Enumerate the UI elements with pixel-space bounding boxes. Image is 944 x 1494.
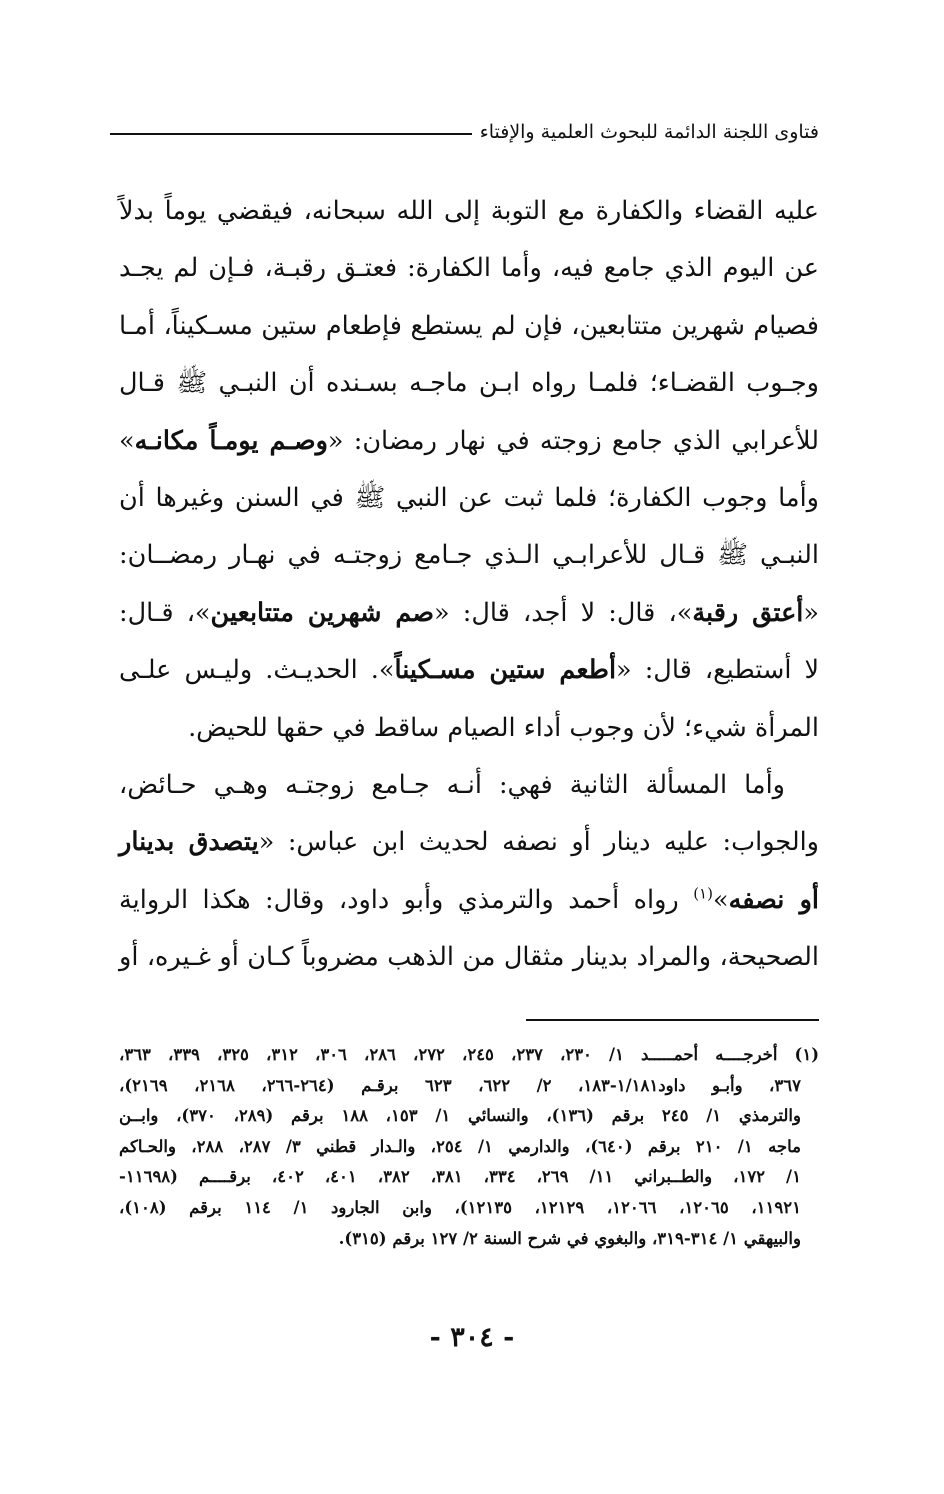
footnote-separator [526, 1019, 819, 1021]
hadith-quote: أطعم ستين مسـكيناً [394, 655, 617, 686]
footnote-line: ١/ ١٧٢، والطــبراني ١١/ ٢٦٩، ٣٣٤، ٣٨١، ٣٨٢، ٤٠١، ٤٠٢، برقــــم (١١٦٩٨- [119, 1167, 801, 1187]
text-line: عن اليوم الذي جامع فيه، وأما الكفارة: فعتـق رقبـة، فـإن لم يجـد [119, 253, 819, 284]
hadith-quote: أعتق رقبة [692, 597, 804, 628]
hadith-quote: أو نصفه [728, 884, 819, 915]
hadith-quote: يتصدق بدينار [119, 827, 259, 858]
footnotes [119, 1040, 819, 1254]
footnote-line: ٣٦٧، وأبـو داود١/١٨١-١٨٣، ٢/ ٦٢٢، ٦٢٣ برقـم (٢٦٤-٢٦٦، ٢١٦٨، ٢١٦٩)، [119, 1075, 801, 1095]
footnote-line: والبيهقي ١/ ٣١٤-٣١٩، والبغوي في شرح السنة ٢/ ١٢٧ برقم (٣١٥). [338, 1228, 801, 1248]
footnote-line: ماجه ١/ ٢١٠ برقم (٦٤٠)، والدارمي ١/ ٢٥٤، والـدار قطني ٣/ ٢٨٧، ٢٨٨، والحـاكم [119, 1136, 801, 1156]
text-line: عليه القضاء والكفارة مع التوبة إلى الله سبحانه، فيقضي يوماً بدلاً [119, 196, 819, 226]
running-header [110, 112, 819, 152]
main-text [119, 183, 819, 986]
footnote-marker: (١) [693, 884, 713, 903]
text-line: وأما وجوب الكفارة؛ فلما ثبت عن النبي ﷺ في السنن وغيرها أن [119, 482, 819, 513]
footnote-line: ١١٩٢١، ١٢٠٦٥، ١٢٠٦٦، ١٢١٢٩، ١٢١٣٥)، وابن الجارود ١/ ١١٤ برقم (١٠٨)، [119, 1197, 801, 1217]
text-line: المرأة شيء؛ لأن وجوب أداء الصيام ساقط في حقها للحيض. [188, 712, 819, 743]
text-line: لا أستطيع، قال: «أطعم ستين مسـكيناً». الحديـث. وليـس علـى [119, 655, 820, 686]
text-line: النبـي ﷺ قـال للأعرابـي الـذي جـامع زوجتـه في نهـار رمضــان: [119, 540, 819, 571]
footnote-line: والترمذي ١/ ٢٤٥ برقم (١٣٦)، والنسائي ١/ ١٥٣، ١٨٨ برقم (٢٨٩، ٣٧٠)، وابــن [119, 1106, 801, 1126]
hadith-quote: صم شهرين متتابعين [210, 597, 435, 628]
page-number: - ٣٠٤ - [429, 1322, 515, 1353]
footnote-line: (١) أخرجــــه أحمـــــد ١/ ٢٣٠، ٢٣٧، ٢٤٥، ٢٧٢، ٢٨٦، ٣٠٦، ٣١٢، ٣٢٥، ٣٣٩، ٣٦٣، [119, 1045, 820, 1064]
text-line: وجـوب القضـاء؛ فلمـا رواه ابـن ماجـه بسـنده أن النبـي ﷺ قـال [119, 368, 819, 399]
text-line: الصحيحة، والمراد بدينار مثقال من الذهب مضروباً كـان أو غـيره، أو [119, 942, 819, 973]
text-line: والجواب: عليه دينار أو نصفه لحديث ابن عباس: «يتصدق بدينار [119, 827, 819, 858]
text-line: «أعتق رقبة»، قال: لا أجد، قال: «صم شهرين متتابعين»، قـال: [119, 597, 820, 628]
text-line: للأعرابي الذي جامع زوجته في نهار رمضان: «وصـم يومـاً مكانـه» [119, 425, 819, 456]
paragraph-start-line: وأما المسألة الثانية فهي: أنـه جـامع زوجتـه وهـي حـائض، [119, 769, 785, 800]
header-rule [110, 133, 472, 135]
hadith-quote: وصـم يومـاً مكانـه [134, 425, 328, 456]
text-line: فصيام شهرين متتابعين، فإن لم يستطع فإطعام ستين مسـكيناً، أمـا [119, 310, 819, 341]
text-line: أو نصفه»$^{(١)}$ رواه أحمد والترمذي وأبو داود، وقال: هكذا الرواية [119, 884, 819, 915]
running-title: فتاوى اللجنة الدائمة للبحوث العلمية والإفتاء [479, 121, 819, 143]
